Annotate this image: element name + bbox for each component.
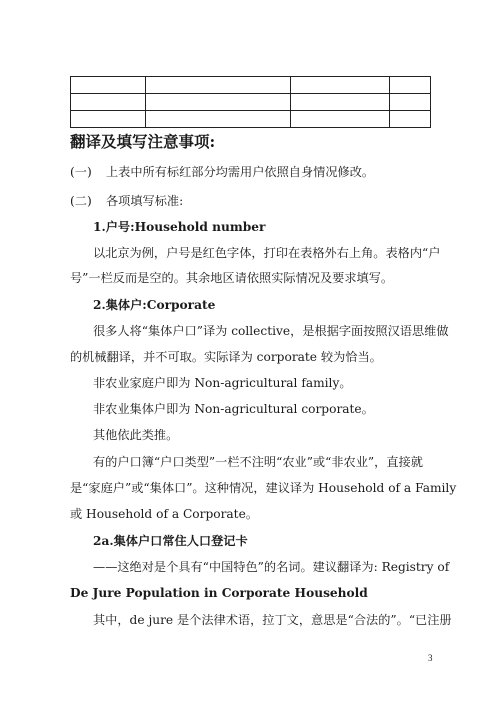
section-1-paragraph: 号”一栏反而是空的。其余地区请依照实际情况及要求填写。 [70, 271, 394, 285]
item-1-text: 上表中所有标红部分均需用户依照自身情况修改。 [106, 165, 375, 179]
blank-table [70, 76, 431, 128]
section-1-title: 1.户号:Household number [93, 220, 266, 234]
section-2-paragraph: 非农业集体户即为 Non-agricultural corporate。 [93, 402, 374, 416]
section-1-paragraph: 以北京为例，户号是红色字体，打印在表格外右上角。表格内“户 [93, 246, 441, 260]
section-2-title: 2.集体户:Corporate [93, 298, 216, 312]
item-1-marker: (一) [70, 165, 92, 179]
table-column-divider [290, 77, 291, 127]
table-column-divider [389, 77, 390, 127]
table-row-divider [71, 110, 430, 111]
table-row-divider [71, 93, 430, 94]
item-2-marker: (二) [70, 194, 92, 208]
section-2-paragraph: 的机械翻译，并不可取。实际译为 corporate 较为恰当。 [70, 350, 382, 364]
section-2a-paragraph: De Jure Population in Corporate Household [70, 586, 368, 600]
table-column-divider [145, 77, 146, 127]
section-2-paragraph: 是“家庭户”或“集体口”。这种情况，建议译为 Household of a Family [70, 481, 457, 495]
item-2-text: 各项填写标准: [106, 194, 184, 208]
section-2-paragraph: 非农业家庭户即为 Non-agricultural family。 [93, 376, 352, 390]
section-2a-paragraph: 其中，de jure 是个法律术语，拉丁文，意思是“合法的”。“已注册 [93, 613, 452, 627]
notes-heading: 翻译及填写注意事项: [70, 132, 216, 151]
section-2-paragraph: 有的户口簿“户口类型”一栏不注明“农业”或“非农业”，直接就 [93, 455, 423, 469]
section-2-paragraph: 其他依此类推。 [93, 428, 179, 442]
section-2a-title: 2a.集体户口常住人口登记卡 [93, 534, 248, 548]
section-2-paragraph: 或 Household of a Corporate。 [70, 507, 258, 521]
section-2a-paragraph: ——这绝对是个具有“中国特色”的名词。建议翻译为: Registry of [93, 560, 450, 574]
section-2-paragraph: 很多人将“集体户口”译为 collective，是根据字面按照汉语思维做 [93, 324, 449, 338]
page-number: 3 [428, 653, 433, 663]
